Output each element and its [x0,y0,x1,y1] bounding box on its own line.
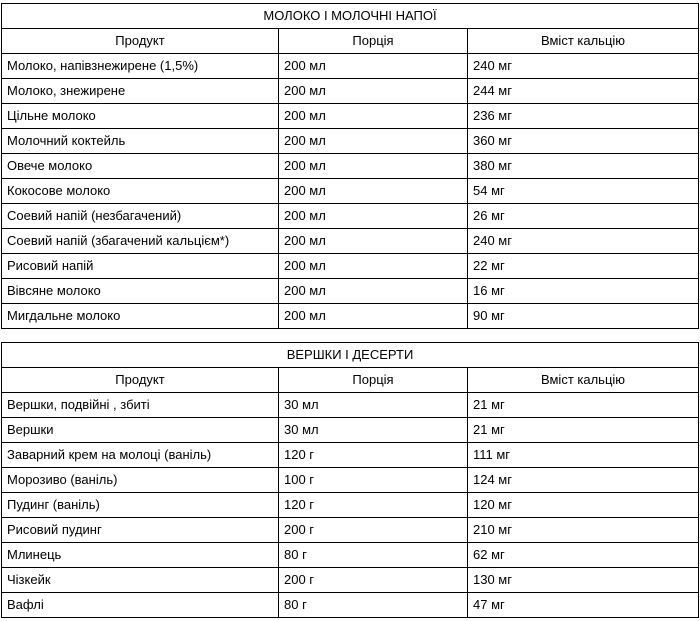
table-row [2,468,699,493]
calcium-cell: 120 мг [468,493,699,518]
product-cell: Чізкейк [2,568,279,593]
product-cell: Кокосове молоко [2,179,279,204]
table-row [2,593,699,618]
table-row [2,129,699,154]
product-cell: Морозиво (ваніль) [2,468,279,493]
portion-cell: 200 мл [279,229,468,254]
portion-cell: 200 мл [279,129,468,154]
table-row [2,543,699,568]
header-portion: Порція [279,368,468,393]
table-row [2,179,699,204]
table-row [2,568,699,593]
portion-cell: 120 г [279,493,468,518]
table-title: ВЕРШКИ І ДЕСЕРТИ [2,343,699,368]
portion-cell: 200 мл [279,304,468,329]
product-cell: Рисовий напій [2,254,279,279]
table-row [2,393,699,418]
calcium-cell: 244 мг [468,79,699,104]
product-cell: Соевий напій (збагачений кальцієм*) [2,229,279,254]
portion-cell: 200 г [279,518,468,543]
product-cell: Молоко, напівзнежирене (1,5%) [2,54,279,79]
portion-cell: 30 мл [279,418,468,443]
portion-cell: 200 мл [279,179,468,204]
calcium-cell: 21 мг [468,418,699,443]
header-product: Продукт [2,368,279,393]
table-row [2,229,699,254]
calcium-cell: 26 мг [468,204,699,229]
table-row [2,254,699,279]
header-row [2,29,699,54]
product-cell: Молоко, знежирене [2,79,279,104]
product-cell: Вершки [2,418,279,443]
calcium-cell: 236 мг [468,104,699,129]
calcium-cell: 360 мг [468,129,699,154]
calcium-cell: 240 мг [468,54,699,79]
portion-cell: 30 мл [279,393,468,418]
portion-cell: 200 мл [279,54,468,79]
product-cell: Пудинг (ваніль) [2,493,279,518]
header-row [2,368,699,393]
calcium-cell: 240 мг [468,229,699,254]
product-cell: Молочний коктейль [2,129,279,154]
calcium-cell: 130 мг [468,568,699,593]
product-cell: Вівсяне молоко [2,279,279,304]
calcium-cell: 90 мг [468,304,699,329]
table-row [2,204,699,229]
product-cell: Заварний крем на молоці (ваніль) [2,443,279,468]
portion-cell: 80 г [279,593,468,618]
calcium-cell: 62 мг [468,543,699,568]
milk-drinks-table [1,3,699,329]
table-row [2,418,699,443]
calcium-cell: 22 мг [468,254,699,279]
table-row [2,493,699,518]
table-row [2,54,699,79]
calcium-cell: 210 мг [468,518,699,543]
product-cell: Вершки, подвійні , збиті [2,393,279,418]
header-calcium: Вміст кальцію [468,29,699,54]
portion-cell: 80 г [279,543,468,568]
product-cell: Овече молоко [2,154,279,179]
portion-cell: 100 г [279,468,468,493]
portion-cell: 200 мл [279,279,468,304]
product-cell: Рисовий пудинг [2,518,279,543]
calcium-cell: 124 мг [468,468,699,493]
table-row [2,79,699,104]
portion-cell: 200 мл [279,79,468,104]
portion-cell: 200 г [279,568,468,593]
portion-cell: 200 мл [279,154,468,179]
product-cell: Млинець [2,543,279,568]
calcium-cell: 380 мг [468,154,699,179]
product-cell: Цільне молоко [2,104,279,129]
table-title: МОЛОКО І МОЛОЧНІ НАПОЇ [2,4,699,29]
calcium-cell: 54 мг [468,179,699,204]
header-product: Продукт [2,29,279,54]
portion-cell: 200 мл [279,254,468,279]
header-calcium: Вміст кальцію [468,368,699,393]
table-row [2,279,699,304]
portion-cell: 120 г [279,443,468,468]
product-cell: Мигдальне молоко [2,304,279,329]
calcium-cell: 21 мг [468,393,699,418]
table-row [2,104,699,129]
table-row [2,154,699,179]
product-cell: Соевий напій (незбагачений) [2,204,279,229]
header-portion: Порція [279,29,468,54]
calcium-cell: 111 мг [468,443,699,468]
cream-desserts-table [1,342,699,618]
table-row [2,443,699,468]
calcium-cell: 16 мг [468,279,699,304]
table-row [2,304,699,329]
table-row [2,518,699,543]
product-cell: Вафлі [2,593,279,618]
portion-cell: 200 мл [279,204,468,229]
portion-cell: 200 мл [279,104,468,129]
calcium-cell: 47 мг [468,593,699,618]
